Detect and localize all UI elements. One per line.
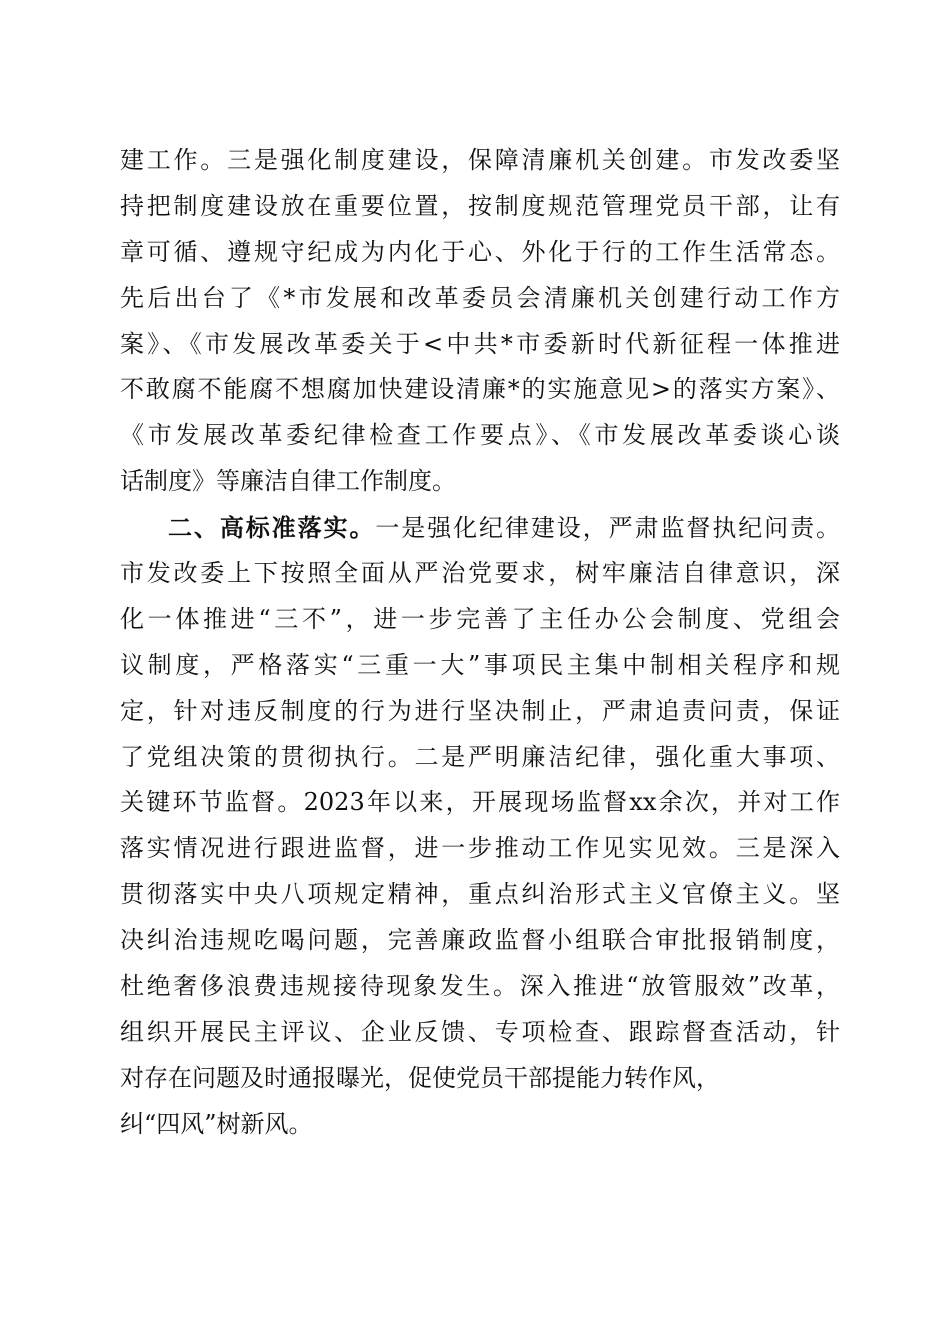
text-line: 贯彻落实中央八项规定精神，重点纠治形式主义官僚主义。坚 — [120, 880, 840, 909]
text-line: 话制度》等廉洁自律工作制度。 — [120, 467, 456, 496]
section-first-line — [120, 505, 840, 551]
text-line: 案》、《市发展改革委关于<中共*市委新时代新征程一体推进 — [120, 329, 840, 358]
document-body — [120, 138, 840, 1148]
text-line: 《市发展改革委纪律检查工作要点》、《市发展改革委谈心谈 — [120, 421, 840, 450]
text-line: 杜绝奢侈浪费违规接待现象发生。深入推进“放管服效”改革， — [120, 972, 840, 1001]
text-line: 对存在问题及时通报曝光，促使党员干部提能力转作风， — [120, 1063, 720, 1092]
text-line: 持把制度建设放在重要位置，按制度规范管理党员干部，让有 — [120, 191, 840, 220]
text-line: 决纠治违规吃喝问题，完善廉政监督小组联合审批报销制度， — [120, 926, 840, 955]
text-line: 纠“四风”树新风。 — [120, 1109, 313, 1138]
section-heading: 二、高标准落实。 — [168, 513, 376, 543]
text-line: 关键环节监督。2023年以来，开展现场监督xx余次，并对工作 — [120, 788, 840, 817]
paragraph-continuation — [120, 138, 840, 505]
text-line: 章可循、遵规守纪成为内化于心、外化于行的工作生活常态。 — [120, 237, 840, 266]
text-line: 不敢腐不能腐不想腐加快建设清廉*的实施意见>的落实方案》、 — [120, 375, 840, 404]
paragraph-section-two — [120, 505, 840, 1147]
text-line: 议制度，严格落实“三重一大”事项民主集中制相关程序和规 — [120, 650, 840, 679]
text-line: 组织开展民主评议、企业反馈、专项检查、跟踪督查活动，针 — [120, 1017, 840, 1046]
section-first-line-text: 一是强化纪律建设，严肃监督执纪问责。 — [375, 514, 840, 543]
text-line: 落实情况进行跟进监督，进一步推动工作见实见效。三是深入 — [120, 834, 840, 863]
text-line: 先后出台了《*市发展和改革委员会清廉机关创建行动工作方 — [120, 283, 840, 312]
text-line: 了党组决策的贯彻执行。二是严明廉洁纪律，强化重大事项、 — [120, 742, 840, 771]
text-line: 化一体推进“三不”，进一步完善了主任办公会制度、党组会 — [120, 604, 840, 633]
text-line: 市发改委上下按照全面从严治党要求，树牢廉洁自律意识，深 — [120, 559, 840, 588]
text-line: 建工作。三是强化制度建设，保障清廉机关创建。市发改委坚 — [120, 146, 840, 174]
text-line: 定，针对违反制度的行为进行坚决制止，严肃追责问责，保证 — [120, 696, 840, 725]
